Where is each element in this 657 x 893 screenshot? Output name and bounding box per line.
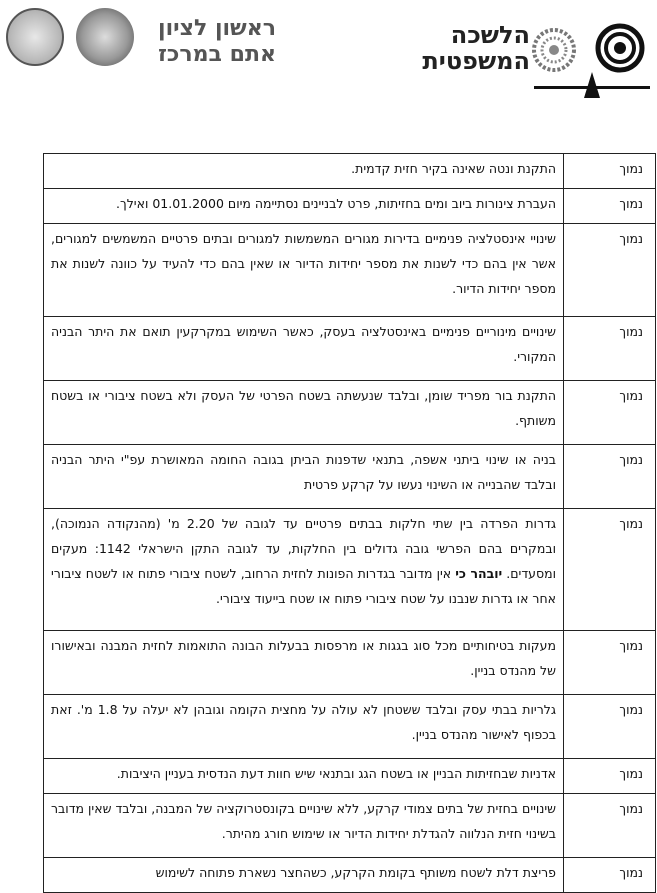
table-row bbox=[44, 188, 656, 223]
description-cell: אדניות שבחזיתות הבניין או בשטח הגג ובתנאי שיש חוות דעת הנדסית בעניין היציבות. bbox=[44, 759, 564, 794]
description-cell: מעקות בטיחותיים מכל סוג בגגות או מרפסות בבעלות הבונה התואמות לחזית המבנה ובאישורו של מהנדס בניין. bbox=[44, 631, 564, 695]
table-row bbox=[44, 695, 656, 759]
description-cell: התקנת בור מפריד שומן, ובלבד שנעשתה בשטח הפרטי של העסק ולא בשטח ציבורי או בשטח משותף. bbox=[44, 380, 564, 444]
emphasis-text: יובהר כי bbox=[455, 565, 503, 581]
table-row bbox=[44, 631, 656, 695]
table-row bbox=[44, 316, 656, 380]
description-text: גדרות הפרדה בין שתי חלקות בבתים פרטיים עד לגובה של 2.20 מ' (מהנקודה הנמוכה), ובמקרים בהם הפרשי גובה גדולים בין החלקות, עד לגובה התקן הישראלי 1142: מעקים ומסעדים. bbox=[51, 515, 556, 581]
table-row bbox=[44, 508, 656, 630]
page-header bbox=[0, 0, 657, 110]
level-cell: נמוך bbox=[564, 380, 656, 444]
description-cell: שינויים בחזית של בתים צמודי קרקע, ללא שינויים בקונסטרוקציה של המבנה, ובלבד שאין מדובר בשינוי חזית הנלווה להגדלת יחידות הדיור או שימוש חורג מהיתר. bbox=[44, 794, 564, 858]
level-cell: נמוך bbox=[564, 631, 656, 695]
table-row bbox=[44, 794, 656, 858]
legal-department-wordmark: הלשכה המשפטית bbox=[422, 21, 530, 75]
description-text: אין מדובר בגדרות הפונות לחזית הרחוב, לשטח ציבורי פתוח או לשטח ציבורי אחר או גדרות שנבנו על שטח ציבורי פתוח או שטח בייעוד ציבורי. bbox=[51, 565, 556, 606]
description-cell: שינויים מינוריים פנימיים באינסטלציה בעסק, כאשר השימוש במקרקעין תואם את היתר הבניה המקורי. bbox=[44, 316, 564, 380]
rishon-lezion-wordmark: ראשון לציון אתם במרכז bbox=[158, 16, 276, 67]
level-cell: נמוך bbox=[564, 188, 656, 223]
rishon-seal-logo bbox=[6, 8, 64, 66]
level-cell: נמוך bbox=[564, 794, 656, 858]
level-cell: נמוך bbox=[564, 316, 656, 380]
table-row bbox=[44, 380, 656, 444]
table-row bbox=[44, 759, 656, 794]
level-cell: נמוך bbox=[564, 858, 656, 893]
table-row bbox=[44, 444, 656, 508]
level-cell: נמוך bbox=[564, 154, 656, 189]
level-cell: נמוך bbox=[564, 759, 656, 794]
table-row bbox=[44, 223, 656, 316]
description-cell: פריצת דלת לשטח משותף בקומת הקרקע, כשהחצר נשארת פתוחה לשימוש bbox=[44, 858, 564, 893]
level-cell: נמוך bbox=[564, 444, 656, 508]
level-cell: נמוך bbox=[564, 508, 656, 630]
level-cell: נמוך bbox=[564, 223, 656, 316]
rishon-tree-logo bbox=[76, 8, 134, 66]
table-row bbox=[44, 858, 656, 893]
description-cell: התקנת ונטה שאינה בקיר חזית קדמית. bbox=[44, 154, 564, 189]
description-cell: העברת צינורות ביוב ומים בחזיתות, פרט לבניינים נסתיימה מיום 01.01.2000 ואילך. bbox=[44, 188, 564, 223]
construction-changes-table bbox=[43, 153, 656, 893]
legal-department-logo bbox=[532, 14, 652, 104]
level-cell: נמוך bbox=[564, 695, 656, 759]
description-cell: בניה או שינוי ביתני אשפה, בתנאי שדפנות הביתן בגובה החומה המאושרת עפ"י היתר הבניה ובלבד שהבנייה או השינוי נעשו על קרקע פרטית bbox=[44, 444, 564, 508]
description-cell: גלריות בבתי עסק ובלבד ששטחן לא עולה על מחצית הקומה וגובהן לא יעלה על 1.8 מ'. זאת בכפוף לאישור מהנדס בניין. bbox=[44, 695, 564, 759]
description-cell bbox=[44, 508, 564, 630]
description-cell: שינויי אינסטלציה פנימיים בדירות מגורים המשמשות למגורים ובתים פרטיים המשמשים למגורים, אשר אין בהם כדי לשנות את מספר יחידות הדיור או שאין בהם כדי להעיד על כוונה לשנות את מספר יחידות הדיור. bbox=[44, 223, 564, 316]
table-row bbox=[44, 154, 656, 189]
